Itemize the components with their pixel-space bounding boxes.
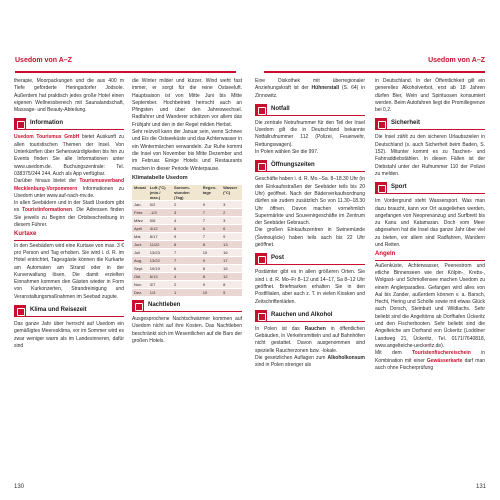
- table-cell: 12: [221, 273, 242, 281]
- table-row: [132, 281, 242, 289]
- climate-table-title: Klimatabelle Usedom: [132, 174, 188, 181]
- paragraph: In den Seebädern wird eine Kurtaxe von max. 3 € pro Person und Tag erhoben. Sie wird i. d. R. im Hotel entrichtet, Tagesgäste können die Kurkarte am Automaten am Strand oder in der Kurverwaltung lösen. Die damit erzielten Einnahmen kommen den Gästen wieder in Form von Kurkonzerten, Strandreinigung und Veranstaltungsmaßnahmen im Seebad zugute.: [14, 242, 124, 300]
- table-cell: 2: [172, 281, 201, 289]
- table-cell: 6/13: [148, 273, 172, 281]
- paragraph: Die gesetzlichen Auflagen zum Alkoholkonsum sind in Polen strenger als: [255, 355, 365, 369]
- table-cell: 8: [172, 241, 201, 249]
- table-cell: 6: [172, 265, 201, 273]
- table-cell: 3: [221, 201, 242, 209]
- paragraph: Eine Diskothek mit überregionaler Anziehungskraft ist der Hühnerstall (S. 64) in Zinnowitz.: [255, 78, 365, 99]
- info-icon: [14, 118, 26, 130]
- table-row: [132, 233, 242, 241]
- table-cell: 13/23: [148, 249, 172, 257]
- table-row: [132, 201, 242, 209]
- table-cell: 4: [172, 273, 201, 281]
- climate-table-header-cell: Regen-tage: [201, 185, 221, 201]
- table-cell: 0/6: [148, 217, 172, 225]
- section-heading-oeffnungszeiten: Öffnungszeiten: [255, 160, 365, 172]
- table-row: [132, 209, 242, 217]
- table-cell: 9: [201, 281, 221, 289]
- header-rule-right: [264, 71, 485, 73]
- table-cell: 9: [172, 233, 201, 241]
- post-icon: [255, 253, 267, 265]
- climate-table-header-cell: Monat: [132, 185, 148, 201]
- section-heading-information: Information: [14, 118, 124, 130]
- table-cell: 6: [172, 225, 201, 233]
- table-cell: 10: [201, 289, 221, 297]
- table-cell: 13: [221, 241, 242, 249]
- table-cell: März: [132, 217, 148, 225]
- paragraph: Usedom Tourismus GmbH bietet Auskunft zu allen touristischen Themen der Insel. Von Unterkünften über Sehenswürdigkeiten bis hin zu Events finden Sie alle Informationen unter www.usedom.de. Buchungszentrale: Tel. 038375/244 244. Auch als App verfügbar.: [14, 134, 125, 177]
- table-cell: 9: [201, 257, 221, 265]
- climate-table-header-cell: Sonnen-stunden (Tag): [172, 185, 201, 201]
- clock-icon: [255, 160, 267, 172]
- table-cell: April: [132, 225, 148, 233]
- table-cell: 7: [201, 233, 221, 241]
- table-cell: 9: [221, 233, 242, 241]
- climate-table-header-cell: Wasser (°C): [221, 185, 242, 201]
- paragraph: Ausgesprochene Nachtschwärmer kommen auf Usedom nicht auf ihre Kosten. Das Nachtleben beschränkt sich im Wesentlichen auf die Bars der großen Hotels.: [132, 316, 242, 345]
- table-cell: 7: [201, 209, 221, 217]
- climate-table-header: [132, 185, 242, 201]
- table-cell: Juli: [132, 249, 148, 257]
- table-cell: 8/17: [148, 233, 172, 241]
- section-heading-nachtleben: Nachtleben: [132, 300, 242, 312]
- subheading-kurtaxe: Kurtaxe: [14, 231, 124, 240]
- table-cell: 6: [221, 225, 242, 233]
- table-cell: 9: [201, 201, 221, 209]
- table-cell: Juni: [132, 241, 148, 249]
- section-heading-sicherheit: Sicherheit: [375, 118, 485, 130]
- table-cell: 8: [201, 265, 221, 273]
- section-heading-notfall: Notfall: [255, 104, 365, 116]
- table-cell: 0/2: [148, 201, 172, 209]
- table-cell: 17: [221, 257, 242, 265]
- table-cell: 1/3: [148, 289, 172, 297]
- table-cell: Mai: [132, 233, 148, 241]
- page-number-right: 131: [475, 484, 486, 490]
- paragraph: Postämter gibt es in allen größeren Orten. Sie sind i. d. R. Mo–Fr 8–12 und 14–17, Sa 8–12 Uhr geöffnet. Briefmarken erhalten Sie in den Postfilialen, aber auch z. T. in vielen Kiosken und Zeitschriftenläden.: [255, 269, 365, 305]
- table-cell: Febr.: [132, 209, 148, 217]
- column-4: [375, 78, 485, 372]
- nightlife-icon: [132, 300, 144, 312]
- table-cell: 4: [172, 217, 201, 225]
- table-cell: Sept.: [132, 265, 148, 273]
- table-row: [132, 289, 242, 297]
- paragraph: Im Vordergrund steht Wassersport. Was man dazu braucht, kann vor Ort ausgeliehen werden, angefangen von Neoprenanzug und Surfbrett bis zu Kanu und Katamaran. Doch vom Meer abgesehen hat die Insel das ganze Jahr über viel zu bieten, vor allem sind Radfahren, Wandern und Reiten.: [375, 198, 485, 249]
- climate-icon: [14, 305, 26, 317]
- table-cell: 8: [221, 281, 242, 289]
- table-cell: 3/7: [148, 281, 172, 289]
- paragraph: In Polen wählen Sie die 997.: [255, 149, 319, 156]
- running-header-left: Usedom von A–Z: [15, 57, 72, 64]
- table-cell: Dez.: [132, 289, 148, 297]
- table-cell: 2: [172, 201, 201, 209]
- paragraph: die Winter milder und kürzer. Wind weht fast immer, er sorgt für die reine Ostseeluft. Hauptsaison ist von Mitte Juni bis Mitte September. Hochbetrieb herrscht auch an Pfingsten und über den Jahreswechsel. Radfahrer und Wanderer schätzen vor allem das Frühjahr und den in der Regel milden Herbst.: [132, 78, 242, 128]
- paragraph: Die großen Einkaufszentren in Swinemünde (Świnoujście) haben teils auch bis 22 Uhr geöffnet.: [255, 227, 365, 249]
- table-cell: 2: [221, 209, 242, 217]
- table-row: [132, 225, 242, 233]
- smoking-icon: [255, 310, 267, 322]
- table-cell: 16: [221, 249, 242, 257]
- table-cell: 3: [221, 217, 242, 225]
- column-1: [14, 78, 124, 350]
- table-cell: 5: [221, 289, 242, 297]
- table-cell: 7: [172, 257, 201, 265]
- section-heading-post: Post: [255, 253, 365, 265]
- table-cell: 11/22: [148, 241, 172, 249]
- table-cell: 8: [201, 241, 221, 249]
- table-row: [132, 249, 242, 257]
- table-row: [132, 265, 242, 273]
- table-row: [132, 273, 242, 281]
- shield-icon: [375, 118, 387, 130]
- section-heading-klima: Klima und Reisezeit: [14, 305, 124, 317]
- table-cell: Jan.: [132, 201, 148, 209]
- table-cell: 10: [201, 249, 221, 257]
- paragraph: Darüber hinaus bietet der Tourismusverband Mecklenburg-Vorpommern Informationen zu Usedom unter www.auf-nach-mv.de.: [14, 178, 124, 199]
- table-cell: 7: [172, 249, 201, 257]
- paragraph: Geschäfte haben i. d. R. Mo.–Sa. 8–18.30 Uhr (in den Einkaufsstraßen der Seebäder teils bis 20 Uhr) geöffnet. Nach der Bäderverkaufsordnung dürfen sie zudem zusätzlich So von 11.30–18.30 Uhr öffnen. Davon machen vornehmlich Supermärkte und Souvenirgeschäfte im Zentrum der Seebäder Gebrauch.: [255, 176, 365, 227]
- table-cell: 8: [201, 273, 221, 281]
- table-cell: -1/3: [148, 209, 172, 217]
- table-cell: 7: [201, 217, 221, 225]
- paragraph: Außenküste, Achterwasser, Peenestrom und etliche Binnenseen wie der Kölpin-, Krebs-, Wolgast- und Schmollensee machen Usedom zu einem Anglerparadies. Gefangen wird alles von Aal bis Zander, außerdem können v. a. Barsch, Hecht, Hering und Scholle sowie mit etwas Glück auch Dorsch, Steinbutt und Wildlachs. Sehr beliebt sind die Angeltörns ab Dorfhafen Ückeritz und den Fischerbooten. Sehr beliebt sind die Angelteiche am Dorfrand von Ückeritz (Loddiner Landweg 21, Ückeritz, Tel. 0171/7640818, www.angelteiche-ueckeritz.de).: [375, 262, 485, 349]
- table-row: [132, 241, 242, 249]
- paragraph: Die zentrale Notrufnummer für den Teil der Insel Usedom gilt die in Deutschland bekannte Notfallrufnummer 112 (Polizei, Feuerwehr, Rettungswagen).: [255, 119, 365, 148]
- column-3: [255, 78, 365, 370]
- table-cell: 13/22: [148, 257, 172, 265]
- paragraph: therapie, Moorpackungen und die aus 400 m Tiefe geförderte Heringsdorfer Jodsole. Außerdem hat praktisch jedes große Hotel einen eigenen Wellnessbereich mit Saunalandschaft, Massage- und Beauty-Abteilung.: [14, 78, 124, 114]
- column-2: [132, 78, 242, 345]
- emergency-icon: [255, 104, 267, 116]
- paragraph: in Deutschland. In der Öffentlichkeit gilt ein generelles Alkoholverbot, erst ab 18 Jahren dürfen Bier, Wein und Spirituosen konsumiert werden. Beim Autofahren liegt die Promillegrenze bei 0,2.: [375, 78, 485, 114]
- table-cell: 3: [172, 209, 201, 217]
- running-header-right: Usedom von A–Z: [428, 57, 485, 64]
- paragraph: Sehr reizvoll kann der Januar sein, wenn Schnee und Eis die Ostseeküste und das Achterwasser in ein Wintermärchen verwandeln. Zur Ruhe kommt die Insel von November bis Mitte Dezember und im Februar. Einige Hotels und Restaurants machen in dieser Periode Winterpause.: [132, 129, 242, 172]
- section-heading-sport: Sport: [375, 182, 485, 194]
- paragraph: In Polen ist das Rauchen in öffentlichen Gebäuden, in Verkehrsmitteln und auf Bahnhöfen nicht gestattet. Davon ausgenommen sind spezielle Raucherzonen bzw. -lokale.: [255, 325, 365, 354]
- table-cell: Okt.: [132, 273, 148, 281]
- subheading-angeln: Angeln: [375, 251, 485, 260]
- table-cell: 10/19: [148, 265, 172, 273]
- table-cell: 15: [221, 265, 242, 273]
- paragraph: Das ganze Jahr über herrscht auf Usedom ein gemäßigtes Meeresklima, vor im Sommer wird es zwar weniger warm als im Landesinneren, dafür sind: [14, 321, 124, 349]
- table-cell: Aug.: [132, 257, 148, 265]
- paragraph: Die Insel zählt zu den sicheren Urlaubszielen in Deutschland (s. auch Sicherheit beim Baden, S. 152). Mitunter kommt es zu Taschen- und Fahrraddiebstählen. In diesen Fällen ist der Diebstahl unter der Rufnummer 110 der Polizei zu melden.: [375, 134, 485, 177]
- page-number-left: 130: [14, 484, 25, 490]
- header-rule-left: [15, 71, 236, 73]
- table-cell: 6: [201, 225, 221, 233]
- table-row: [132, 257, 242, 265]
- table-row: [132, 217, 242, 225]
- climate-table: [132, 185, 242, 296]
- paragraph: Mit dem Touristenfischereischein in Kombination mit einer Gewässerkarte darf man auch ohne Fischerprüfung: [375, 350, 486, 371]
- section-heading-rauchen: Rauchen und Alkohol: [255, 310, 365, 322]
- climate-table-header-cell: Luft (°C) (min./ max.): [148, 185, 172, 201]
- table-cell: 1: [172, 289, 201, 297]
- table-cell: Nov.: [132, 281, 148, 289]
- table-cell: 4/12: [148, 225, 172, 233]
- sport-icon: [375, 182, 387, 194]
- paragraph: In allen Seebädern und in der Stadt Usedom gibt es Touristinformationen. Die Adressen finden Sie jeweils zu Beginn der Ortsbeschreibung in diesem Führer.: [14, 200, 125, 229]
